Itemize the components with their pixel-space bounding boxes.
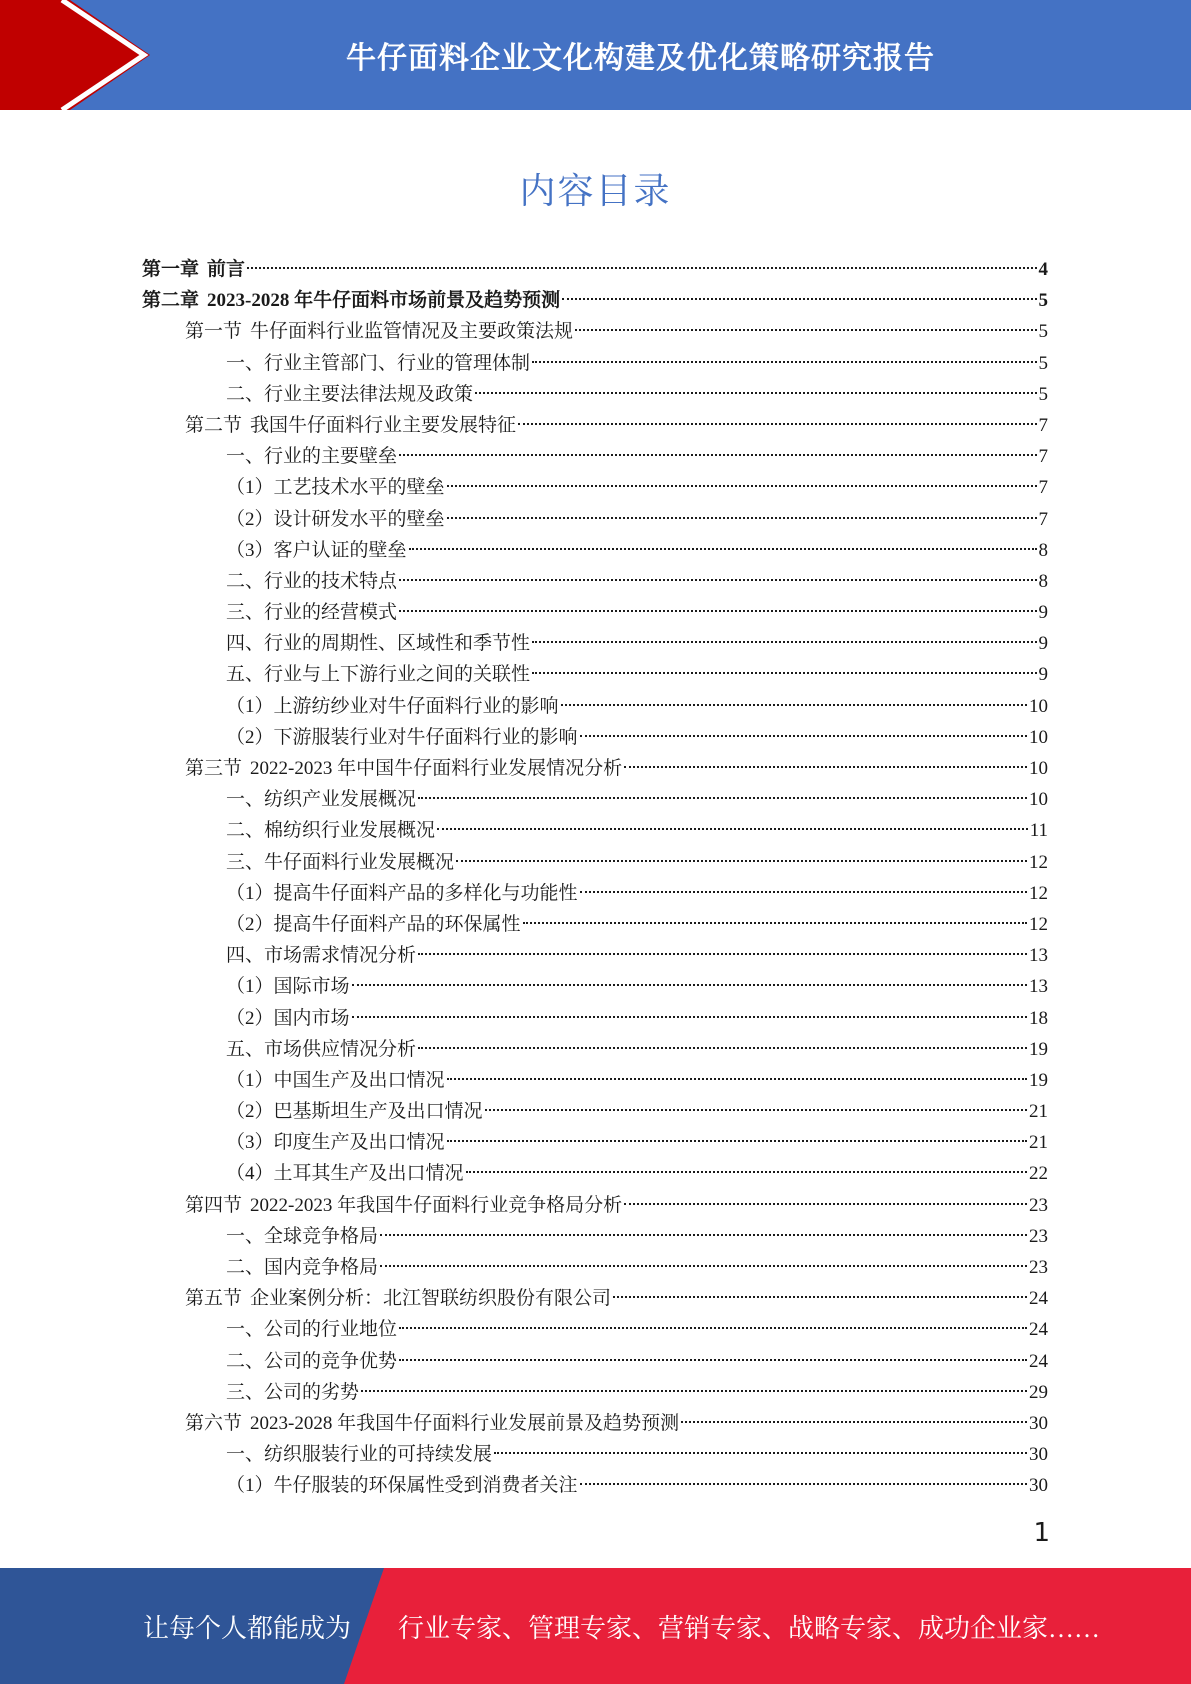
toc-entry[interactable]: [142, 1252, 1048, 1283]
toc-dot-leader: [352, 984, 1027, 986]
toc-entry-text: 2023-2028 年我国牛仔面料行业发展前景及趋势预测: [250, 1412, 680, 1434]
toc-entry-text: 2023-2028 年牛仔面料市场前景及趋势预测: [207, 290, 561, 312]
toc-entry-page: 12: [1029, 913, 1048, 935]
toc-title: 内容目录: [519, 171, 672, 212]
toc-entry-label: [226, 628, 530, 659]
toc-entry-number: 第三节: [185, 758, 243, 779]
toc-entry-label: [226, 940, 416, 971]
toc-entry[interactable]: [142, 410, 1048, 441]
toc-dot-leader: [399, 454, 1036, 456]
toc-dot-leader: [613, 1296, 1027, 1298]
toc-dot-leader: [447, 485, 1037, 487]
toc-dot-leader: [580, 1483, 1027, 1485]
toc-dot-leader: [580, 891, 1027, 893]
toc-entry-label: [226, 348, 530, 379]
toc-dot-leader: [447, 1140, 1027, 1142]
toc-entry-label: [226, 597, 397, 628]
toc-dot-leader: [418, 797, 1027, 799]
toc-entry-label: [185, 1283, 611, 1314]
toc-entry-page: 24: [1029, 1288, 1048, 1310]
toc-entry-page: 7: [1038, 446, 1048, 468]
toc-entry-text: （2）设计研发水平的壁垒: [226, 508, 445, 530]
toc-entry[interactable]: [142, 1065, 1048, 1096]
toc-entry-page: 9: [1038, 602, 1048, 624]
toc-entry[interactable]: [142, 659, 1048, 690]
toc-dot-leader: [466, 1171, 1027, 1173]
toc-entry-text: （3）印度生产及出口情况: [226, 1132, 445, 1154]
toc-entry[interactable]: [142, 909, 1048, 940]
toc-entry[interactable]: [142, 1221, 1048, 1252]
toc-dot-leader: [437, 828, 1028, 830]
toc-entry-text: （2）下游服装行业对牛仔面料行业的影响: [226, 726, 578, 748]
toc-entry-text: 五、市场供应情况分析: [226, 1038, 417, 1060]
toc-entry[interactable]: [142, 815, 1048, 846]
toc-entry-label: [142, 285, 560, 316]
toc-entry-page: 19: [1029, 1038, 1048, 1060]
toc-entry[interactable]: [142, 254, 1048, 285]
toc-entry[interactable]: [142, 722, 1048, 753]
toc-entry[interactable]: [142, 379, 1048, 410]
toc-entry-label: [226, 878, 578, 909]
toc-entry-text: 五、行业与上下游行业之间的关联性: [226, 664, 531, 686]
toc-entry-label: [226, 659, 530, 690]
toc-entry-label: [185, 753, 622, 784]
toc-dot-leader: [399, 1359, 1027, 1361]
toc-entry-label: [226, 441, 397, 472]
toc-entry-number: 第六节: [185, 1412, 243, 1434]
toc-entry-text: （1）国际市场: [226, 976, 350, 998]
toc-entry-page: 30: [1029, 1412, 1048, 1434]
toc-dot-leader: [399, 610, 1036, 612]
toc-entry-label: [226, 971, 350, 1002]
toc-entry-page: 5: [1038, 352, 1048, 374]
toc-entry-label: [226, 504, 445, 535]
toc-entry-text: 二、行业主要法律法规及政策: [226, 383, 474, 405]
toc-entry-page: 23: [1029, 1225, 1048, 1247]
toc-entry-text: （3）客户认证的壁垒: [226, 539, 407, 561]
toc-entry-label: [226, 1003, 350, 1034]
toc-dot-leader: [561, 704, 1027, 706]
toc-entry-page: 30: [1029, 1475, 1048, 1497]
table-of-contents: [142, 254, 1048, 1502]
toc-dot-leader: [532, 361, 1036, 363]
toc-entry-text: 一、全球竞争格局: [226, 1225, 379, 1247]
toc-entry-number: 第二节: [185, 414, 243, 436]
toc-dot-leader: [399, 579, 1036, 581]
toc-entry-page: 13: [1029, 945, 1048, 967]
toc-entry-text: 2022-2023 年我国牛仔面料行业竞争格局分析: [250, 1194, 623, 1216]
toc-entry-number: 第一章: [142, 259, 200, 280]
footer-slogan-right: 行业专家、管理专家、营销专家、战略专家、成功企业家……: [398, 1613, 1101, 1643]
toc-entry-text: 牛仔面料行业监管情况及主要政策法规: [250, 321, 574, 343]
toc-entry-page: 13: [1029, 976, 1048, 998]
toc-entry-page: 19: [1029, 1069, 1048, 1091]
toc-dot-leader: [532, 672, 1036, 674]
toc-entry-label: [142, 254, 245, 285]
toc-entry-page: 10: [1029, 695, 1048, 717]
toc-entry-page: 5: [1038, 290, 1048, 312]
toc-entry[interactable]: [142, 1158, 1048, 1189]
toc-dot-leader: [518, 423, 1036, 425]
toc-dot-leader: [418, 1047, 1027, 1049]
toc-dot-leader: [580, 735, 1027, 737]
toc-dot-leader: [447, 517, 1037, 519]
toc-entry-page: 10: [1029, 789, 1048, 811]
toc-dot-leader: [681, 1421, 1027, 1423]
toc-entry[interactable]: [142, 753, 1048, 784]
toc-dot-leader: [562, 298, 1036, 300]
toc-entry-page: 9: [1038, 664, 1048, 686]
toc-entry[interactable]: [142, 1003, 1048, 1034]
toc-dot-leader: [485, 1109, 1027, 1111]
toc-dot-leader: [361, 1390, 1027, 1392]
toc-entry-text: 我国牛仔面料行业主要发展特征: [250, 414, 517, 436]
toc-entry-text: 一、纺织产业发展概况: [226, 789, 417, 811]
toc-entry[interactable]: [142, 628, 1048, 659]
toc-entry-label: [226, 722, 578, 753]
toc-entry-text: 一、纺织服装行业的可持续发展: [226, 1444, 493, 1466]
toc-dot-leader: [380, 1265, 1027, 1267]
toc-entry[interactable]: [142, 472, 1048, 503]
toc-entry-page: 23: [1029, 1257, 1048, 1278]
toc-dot-leader: [523, 922, 1027, 924]
toc-entry-page: 21: [1029, 1132, 1048, 1154]
toc-entry-label: [226, 1034, 416, 1065]
toc-entry-label: [226, 1158, 464, 1189]
toc-entry-page: 7: [1038, 508, 1048, 530]
toc-entry-page: 4: [1038, 259, 1048, 280]
toc-entry-text: 二、国内竞争格局: [226, 1257, 379, 1278]
toc-entry[interactable]: [142, 348, 1048, 379]
toc-dot-leader: [247, 267, 1036, 269]
toc-entry[interactable]: [142, 1283, 1048, 1314]
toc-entry-page: 24: [1029, 1319, 1048, 1341]
toc-entry-number: 第四节: [185, 1194, 243, 1216]
toc-entry-number: 第一节: [185, 321, 243, 343]
toc-entry-label: [226, 1470, 578, 1501]
toc-entry-text: （2）提高牛仔面料产品的环保属性: [226, 913, 521, 935]
toc-entry-text: （1）提高牛仔面料产品的多样化与功能性: [226, 882, 578, 904]
toc-entry-label: [226, 847, 454, 878]
toc-entry-page: 10: [1029, 726, 1048, 748]
toc-entry-label: [226, 784, 416, 815]
toc-entry-label: [226, 1221, 378, 1252]
toc-dot-leader: [624, 766, 1027, 768]
toc-entry-text: 四、行业的周期性、区域性和季节性: [226, 633, 531, 655]
toc-dot-leader: [409, 548, 1037, 550]
toc-entry[interactable]: [142, 878, 1048, 909]
page-number: 1: [1033, 1518, 1050, 1548]
toc-entry[interactable]: [142, 784, 1048, 815]
toc-entry-page: 18: [1029, 1007, 1048, 1029]
toc-entry-text: （1）上游纺纱业对牛仔面料行业的影响: [226, 695, 559, 717]
toc-dot-leader: [475, 392, 1036, 394]
toc-entry-label: [226, 691, 559, 722]
toc-entry[interactable]: [142, 1190, 1048, 1221]
toc-dot-leader: [447, 1078, 1027, 1080]
toc-dot-leader: [624, 1203, 1027, 1205]
toc-entry-page: 8: [1038, 570, 1048, 592]
toc-entry-text: 前言: [207, 259, 246, 280]
toc-dot-leader: [380, 1234, 1027, 1236]
toc-entry[interactable]: [142, 535, 1048, 566]
toc-entry-page: 12: [1029, 851, 1048, 873]
toc-entry-text: （1）工艺技术水平的壁垒: [226, 477, 445, 499]
toc-entry-text: 一、行业主管部门、行业的管理体制: [226, 352, 531, 374]
toc-entry-text: 二、行业的技术特点: [226, 570, 398, 592]
toc-dot-leader: [418, 953, 1027, 955]
toc-entry-label: [226, 472, 445, 503]
toc-entry-label: [226, 379, 473, 410]
toc-entry-page: 9: [1038, 633, 1048, 655]
toc-dot-leader: [456, 860, 1027, 862]
toc-entry-text: （1）牛仔服装的环保属性受到消费者关注: [226, 1475, 578, 1497]
toc-dot-leader: [575, 329, 1036, 331]
toc-entry[interactable]: [142, 1439, 1048, 1470]
toc-entry-text: （2）国内市场: [226, 1007, 350, 1029]
toc-entry-label: [226, 1065, 445, 1096]
toc-entry-page: 10: [1029, 758, 1048, 779]
toc-entry[interactable]: [142, 1096, 1048, 1127]
toc-entry-label: [185, 1408, 679, 1439]
toc-entry-text: 四、市场需求情况分析: [226, 945, 417, 967]
toc-entry[interactable]: [142, 597, 1048, 628]
toc-entry[interactable]: [142, 1314, 1048, 1345]
toc-entry-text: 2022-2023 年中国牛仔面料行业发展情况分析: [250, 758, 623, 779]
toc-entry-label: [226, 1314, 397, 1345]
toc-entry-label: [226, 1377, 359, 1408]
toc-entry[interactable]: [142, 1377, 1048, 1408]
toc-entry[interactable]: [142, 1346, 1048, 1377]
toc-entry[interactable]: [142, 940, 1048, 971]
toc-entry-page: 21: [1029, 1101, 1048, 1123]
toc-entry[interactable]: [142, 566, 1048, 597]
toc-entry-label: [226, 1346, 397, 1377]
toc-dot-leader: [352, 1016, 1027, 1018]
toc-entry[interactable]: [142, 285, 1048, 316]
toc-entry-label: [226, 909, 521, 940]
toc-entry[interactable]: [142, 441, 1048, 472]
toc-entry-page: 12: [1029, 882, 1048, 904]
toc-entry-label: [185, 1190, 622, 1221]
toc-entry-number: 第二章: [142, 290, 200, 312]
toc-entry-label: [226, 1252, 378, 1283]
toc-dot-leader: [399, 1327, 1027, 1329]
toc-entry-label: [226, 1096, 483, 1127]
toc-entry-text: （2）巴基斯坦生产及出口情况: [226, 1101, 483, 1123]
toc-entry-page: 5: [1038, 321, 1048, 343]
toc-entry-label: [226, 535, 407, 566]
toc-entry-text: 企业案例分析：北江智联纺织股份有限公司: [250, 1288, 612, 1310]
toc-entry-page: 29: [1029, 1381, 1048, 1403]
toc-entry-number: 第五节: [185, 1288, 243, 1310]
toc-entry-page: 7: [1038, 414, 1048, 436]
footer-slogan-left: 让每个人都能成为: [143, 1613, 352, 1643]
toc-entry[interactable]: [142, 1127, 1048, 1158]
footer-banner: [0, 1568, 1191, 1684]
toc-entry-page: 22: [1029, 1163, 1048, 1185]
toc-entry[interactable]: [142, 1034, 1048, 1065]
toc-entry-label: [185, 410, 516, 441]
toc-dot-leader: [494, 1452, 1027, 1454]
toc-entry-text: 三、行业的经营模式: [226, 602, 398, 624]
toc-entry[interactable]: [142, 1470, 1048, 1501]
toc-entry-label: [226, 1439, 492, 1470]
toc-entry-page: 5: [1038, 383, 1048, 405]
toc-entry[interactable]: [142, 691, 1048, 722]
toc-entry-label: [226, 1127, 445, 1158]
toc-entry-page: 23: [1029, 1194, 1048, 1216]
toc-entry-label: [226, 566, 397, 597]
toc-entry-text: 三、公司的劣势: [226, 1381, 360, 1403]
toc-entry-page: 7: [1038, 477, 1048, 499]
toc-entry-label: [185, 316, 573, 347]
report-title: 牛仔面料企业文化构建及优化策略研究报告: [346, 41, 935, 76]
toc-entry[interactable]: [142, 1408, 1048, 1439]
toc-dot-leader: [532, 641, 1036, 643]
toc-entry-text: 一、公司的行业地位: [226, 1319, 398, 1341]
toc-entry-text: 二、棉纺织行业发展概况: [226, 820, 436, 842]
toc-entry-page: 24: [1029, 1350, 1048, 1372]
toc-entry-label: [226, 815, 435, 846]
report-header: [0, 0, 1191, 110]
toc-entry-page: 8: [1038, 539, 1048, 561]
toc-entry[interactable]: [142, 971, 1048, 1002]
toc-entry-text: 三、牛仔面料行业发展概况: [226, 851, 455, 873]
toc-entry-text: 一、行业的主要壁垒: [226, 446, 398, 468]
toc-entry[interactable]: [142, 316, 1048, 347]
toc-entry[interactable]: [142, 847, 1048, 878]
toc-entry-text: 二、公司的竞争优势: [226, 1350, 398, 1372]
toc-entry-text: （4）土耳其生产及出口情况: [226, 1163, 464, 1185]
toc-entry-page: 30: [1029, 1444, 1048, 1466]
toc-entry-page: 11: [1029, 820, 1048, 842]
toc-entry[interactable]: [142, 504, 1048, 535]
toc-entry-text: （1）中国生产及出口情况: [226, 1069, 445, 1091]
